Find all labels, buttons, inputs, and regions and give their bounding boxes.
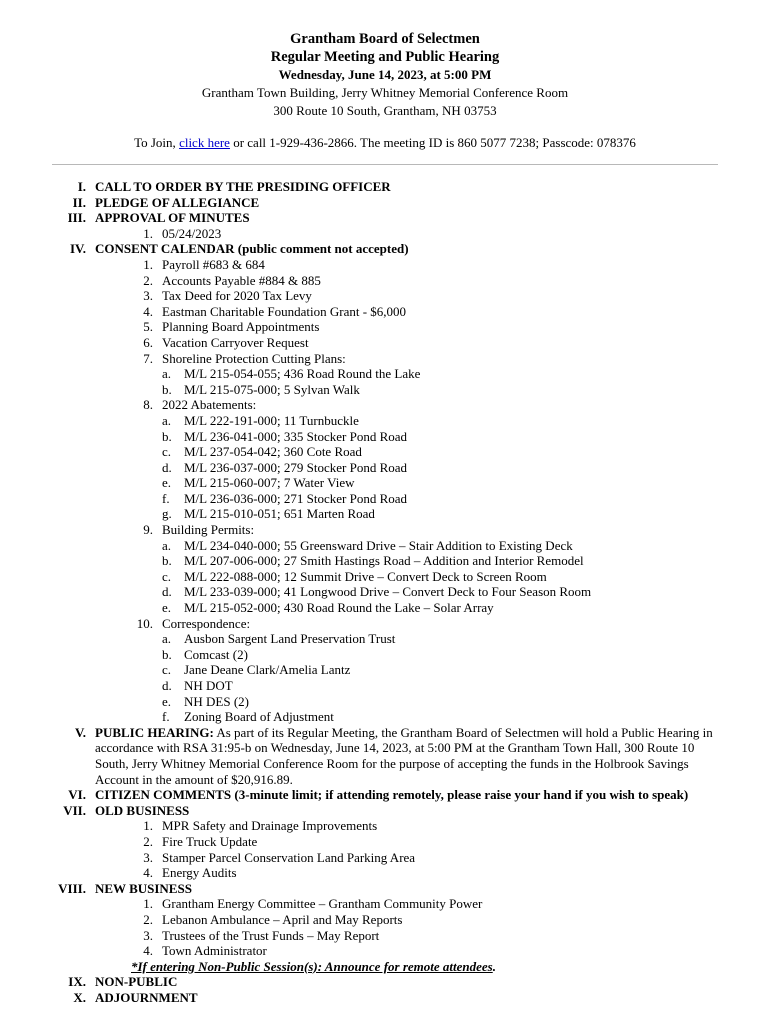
- agenda-item-number: II.: [72, 194, 86, 210]
- meeting-datetime: Wednesday, June 14, 2023, at 5:00 PM: [278, 67, 492, 82]
- agenda-subsubitem-label: M/L 215-060-007; 7 Water View: [184, 475, 355, 491]
- agenda-subitem-number: 1.: [143, 256, 153, 272]
- agenda-subitem-number: 2.: [143, 272, 153, 288]
- header-divider: [52, 164, 718, 165]
- agenda-subsubitem-number: f.: [162, 490, 170, 506]
- agenda-subitem-number: 2.: [143, 833, 153, 849]
- agenda-subitem-label: Payroll #683 & 684: [162, 256, 265, 272]
- agenda-subsubitem: [162, 584, 718, 600]
- agenda-subitem-label: Fire Truck Update: [162, 833, 258, 849]
- non-public-note-text: If entering Non-Public Session(s): Announce for remote attendees: [137, 958, 493, 974]
- agenda-item-heading: APPROVAL OF MINUTES: [95, 210, 250, 226]
- agenda-subitem: [131, 616, 718, 632]
- non-public-note: [131, 959, 718, 975]
- agenda-subitem: [131, 397, 718, 413]
- agenda-item: [52, 787, 718, 803]
- agenda-item-heading: CALL TO ORDER BY THE PRESIDING OFFICER: [95, 179, 391, 194]
- agenda-item-heading: CITIZEN COMMENTS (3-minute limit; if attending remotely, please raise your hand if you wish to speak): [95, 787, 689, 803]
- agenda-item: [52, 195, 718, 211]
- agenda-subitem: [131, 896, 718, 912]
- agenda-subitem: [131, 335, 718, 351]
- agenda-item-number: VIII.: [58, 880, 86, 896]
- agenda-subitem-label: Lebanon Ambulance – April and May Reports: [162, 911, 403, 927]
- meeting-address: 300 Route 10 South, Grantham, NH 03753: [273, 103, 497, 118]
- agenda-subsubitem: [162, 460, 718, 476]
- agenda-list: [52, 179, 718, 1005]
- agenda-item-number: IV.: [69, 241, 86, 257]
- agenda-subsubitem-label: M/L 215-054-055; 436 Road Round the Lake: [184, 366, 421, 382]
- agenda-subsubitem-number: c.: [162, 568, 172, 584]
- agenda-subsubitem-number: b.: [162, 553, 172, 569]
- agenda-item-heading: CONSENT CALENDAR (public comment not accepted): [95, 241, 409, 257]
- agenda-item-number: I.: [77, 179, 86, 194]
- agenda-subsubitem-number: a.: [162, 366, 172, 382]
- agenda-subsubitem-number: e.: [162, 693, 172, 709]
- agenda-item: [52, 803, 718, 819]
- agenda-subsubitem: [162, 538, 718, 554]
- agenda-subsubitem: [162, 444, 718, 460]
- agenda-subitem: [131, 351, 718, 367]
- join-suffix-text: or call 1-929-436-2866. The meeting ID is 860 5077 7238; Passcode: 078376: [229, 135, 636, 150]
- agenda-subsubitem-number: d.: [162, 678, 172, 693]
- agenda-subitem-label: 05/24/2023: [162, 225, 222, 241]
- agenda-item: [52, 725, 718, 787]
- agenda-subitem-number: 3.: [143, 849, 153, 865]
- agenda-subsubitem-label: M/L 215-075-000; 5 Sylvan Walk: [184, 381, 360, 397]
- agenda-subitem-number: 1.: [143, 896, 153, 912]
- agenda-subsubitem: [162, 475, 718, 491]
- agenda-subitem-label: MPR Safety and Drainage Improvements: [162, 818, 378, 834]
- agenda-item: [52, 179, 718, 195]
- agenda-subitem: [131, 928, 718, 944]
- agenda-item-heading: PLEDGE OF ALLEGIANCE: [95, 194, 260, 210]
- agenda-subsubitem: [162, 366, 718, 382]
- org-title: Grantham Board of Selectmen: [290, 31, 480, 47]
- join-prefix-text: To Join,: [134, 135, 180, 150]
- agenda-subsubitem-number: b.: [162, 646, 172, 662]
- agenda-subsubitem-label: NH DOT: [184, 678, 233, 693]
- agenda-subitem: [131, 288, 718, 304]
- agenda-subitem: [131, 834, 718, 850]
- agenda-subsubitem: [162, 631, 718, 647]
- agenda-subitem: [131, 319, 718, 335]
- agenda-subsubitem-number: a.: [162, 412, 172, 428]
- agenda-subitem-number: 3.: [143, 288, 153, 304]
- agenda-subitem: [131, 522, 718, 538]
- agenda-subsubitem: [162, 506, 718, 522]
- agenda-subitem: [131, 818, 718, 834]
- agenda-subitem-label: Stamper Parcel Conservation Land Parking Area: [162, 849, 416, 865]
- agenda-subsubitem-number: b.: [162, 381, 172, 397]
- agenda-subsubitem: [162, 429, 718, 445]
- agenda-subitem-label: Vacation Carryover Request: [162, 334, 309, 350]
- agenda-item: [52, 241, 718, 257]
- agenda-subitem-number: 3.: [143, 927, 153, 943]
- agenda-subsubitem: [162, 569, 718, 585]
- agenda-subsubitem: [162, 553, 718, 569]
- agenda-item-number: X.: [73, 989, 86, 1005]
- agenda-subitem-number: 5.: [143, 319, 153, 335]
- agenda-subitem-number: 7.: [143, 350, 153, 366]
- agenda-subitem: [131, 943, 718, 959]
- agenda-subitem-number: 1.: [143, 225, 153, 241]
- agenda-subsubitem-label: M/L 236-041-000; 335 Stocker Pond Road: [184, 428, 408, 444]
- agenda-subsubitem-number: e.: [162, 475, 172, 491]
- agenda-item-label: [95, 974, 718, 990]
- agenda-item-label: [95, 195, 718, 211]
- agenda-subsubitem-number: d.: [162, 584, 172, 600]
- agenda-subsubitem-number: d.: [162, 459, 172, 475]
- agenda-subitem-label: Building Permits:: [162, 522, 255, 538]
- agenda-item-heading: NON-PUBLIC: [95, 974, 178, 990]
- agenda-item-number: III.: [67, 210, 86, 226]
- join-instructions: [52, 134, 718, 152]
- agenda-item: [52, 881, 718, 897]
- agenda-subitem-number: 4.: [143, 303, 153, 319]
- meeting-type-title: Regular Meeting and Public Hearing: [270, 49, 500, 65]
- agenda-item-number: V.: [75, 724, 86, 740]
- agenda-item-label: [95, 787, 718, 803]
- agenda-subitem-label: Tax Deed for 2020 Tax Levy: [162, 288, 312, 304]
- agenda-subitem: [131, 273, 718, 289]
- agenda-subsubitem: [162, 382, 718, 398]
- agenda-subsubitem-label: Ausbon Sargent Land Preservation Trust: [184, 631, 396, 647]
- meeting-location: Grantham Town Building, Jerry Whitney Memorial Conference Room: [201, 85, 569, 100]
- agenda-subitem-number: 9.: [143, 522, 153, 538]
- agenda-subsubitem-label: M/L 222-191-000; 11 Turnbuckle: [184, 412, 359, 428]
- agenda-subitem-number: 4.: [143, 943, 153, 959]
- agenda-subsubitem: [162, 491, 718, 507]
- agenda-item-heading: NEW BUSINESS: [95, 880, 192, 896]
- agenda-subsubitem-label: M/L 236-036-000; 271 Stocker Pond Road: [184, 490, 408, 506]
- agenda-item: [52, 974, 718, 990]
- agenda-subsubitem-label: NH DES (2): [184, 693, 249, 709]
- agenda-subitem-label: 2022 Abatements:: [162, 397, 257, 413]
- agenda-subsubitem-label: Jane Deane Clark/Amelia Lantz: [184, 662, 351, 678]
- agenda-item-label: [95, 725, 718, 787]
- agenda-subsubitem-label: Comcast (2): [184, 646, 248, 662]
- agenda-subsubitem-label: M/L 207-006-000; 27 Smith Hastings Road – Addition and Interior Remodel: [184, 553, 584, 569]
- agenda-item-label: [95, 990, 718, 1006]
- agenda-subsubitem: [162, 678, 718, 694]
- agenda-subitem-number: 8.: [143, 397, 153, 413]
- agenda-subsubitem-number: c.: [162, 662, 172, 678]
- agenda-subitem: [131, 304, 718, 320]
- agenda-subitem-label: Accounts Payable #884 & 885: [162, 272, 321, 288]
- agenda-subitem-number: 4.: [143, 865, 153, 881]
- agenda-subsubitem-number: b.: [162, 428, 172, 444]
- agenda-subitem-label: Eastman Charitable Foundation Grant - $6,000: [162, 303, 407, 319]
- agenda-item-heading: PUBLIC HEARING:: [95, 724, 214, 740]
- agenda-item-number: VII.: [63, 802, 86, 818]
- agenda-subitem-label: Energy Audits: [162, 865, 237, 881]
- agenda-subsubitem-label: M/L 215-052-000; 430 Road Round the Lake – Solar Array: [184, 600, 494, 616]
- agenda-subitem-label: Planning Board Appointments: [162, 319, 320, 335]
- agenda-subsubitem: [162, 662, 718, 678]
- agenda-subsubitem: [162, 413, 718, 429]
- agenda-subitem-label: Shoreline Protection Cutting Plans:: [162, 350, 346, 366]
- agenda-subitem-label: Correspondence:: [162, 615, 251, 631]
- agenda-subsubitem-label: M/L 215-010-051; 651 Marten Road: [184, 506, 375, 522]
- agenda-item: [52, 210, 718, 226]
- agenda-subitem-label: Trustees of the Trust Funds – May Report: [162, 927, 380, 943]
- agenda-subsubitem-label: M/L 222-088-000; 12 Summit Drive – Convert Deck to Screen Room: [184, 568, 547, 584]
- agenda-subsubitem-number: f.: [162, 709, 170, 725]
- agenda-subitem-number: 2.: [143, 911, 153, 927]
- agenda-subitem: [131, 865, 718, 881]
- agenda-subitem: [131, 912, 718, 928]
- document-header: [52, 30, 718, 120]
- agenda-subsubitem-label: Zoning Board of Adjustment: [184, 709, 334, 725]
- agenda-subsubitem-number: c.: [162, 444, 172, 460]
- agenda-item-label: [95, 210, 718, 226]
- agenda-subsubitem: [162, 647, 718, 663]
- agenda-subsubitem-number: a.: [162, 631, 172, 647]
- agenda-subitem-number: 6.: [143, 334, 153, 350]
- agenda-subitem: [131, 257, 718, 273]
- agenda-subsubitem-number: a.: [162, 537, 172, 553]
- agenda-item-label: [95, 179, 718, 195]
- agenda-subitem-label: Town Administrator: [162, 943, 267, 959]
- agenda-subsubitem: [162, 600, 718, 616]
- agenda-subsubitem-number: e.: [162, 600, 172, 616]
- non-public-note-suffix: .: [492, 958, 496, 974]
- agenda-subsubitem-label: M/L 234-040-000; 55 Greensward Drive – Stair Addition to Existing Deck: [184, 537, 573, 553]
- agenda-item-label: [95, 241, 718, 257]
- non-public-note-prefix: *: [131, 958, 138, 974]
- agenda-subitem-label: Grantham Energy Committee – Grantham Community Power: [162, 896, 483, 912]
- agenda-item-number: IX.: [68, 974, 86, 990]
- agenda-item-label: [95, 803, 718, 819]
- agenda-item-heading: ADJOURNMENT: [95, 989, 198, 1005]
- agenda-item-label: [95, 881, 718, 897]
- agenda-item-body: As part of its Regular Meeting, the Grantham Board of Selectmen will hold a Public Hearing in accordance with RSA 31:95-b on Wednesday, June 14, 2023, at 5:00 PM at the Grantham Town Hall, 300 Route 10 South, Jerry Whitney Memorial Conference Room for the purpose of accepting the funds in the Holbrook Savings Account in the amount of $20,916.89.: [95, 724, 713, 787]
- join-link[interactable]: click here: [179, 135, 230, 150]
- agenda-subitem: [131, 226, 718, 242]
- agenda-subitem-number: 1.: [143, 818, 153, 834]
- agenda-subsubitem: [162, 694, 718, 710]
- agenda-item-number: VI.: [68, 787, 86, 803]
- agenda-subsubitem: [162, 709, 718, 725]
- agenda-subsubitem-number: g.: [162, 506, 172, 522]
- agenda-subsubitem-label: M/L 236-037-000; 279 Stocker Pond Road: [184, 459, 408, 475]
- agenda-item: [52, 990, 718, 1006]
- agenda-item-heading: OLD BUSINESS: [95, 802, 190, 818]
- agenda-subsubitem-label: M/L 233-039-000; 41 Longwood Drive – Convert Deck to Four Season Room: [184, 584, 592, 600]
- agenda-subitem: [131, 850, 718, 866]
- agenda-subsubitem-label: M/L 237-054-042; 360 Cote Road: [184, 444, 362, 460]
- agenda-subitem-number: 10.: [136, 615, 153, 631]
